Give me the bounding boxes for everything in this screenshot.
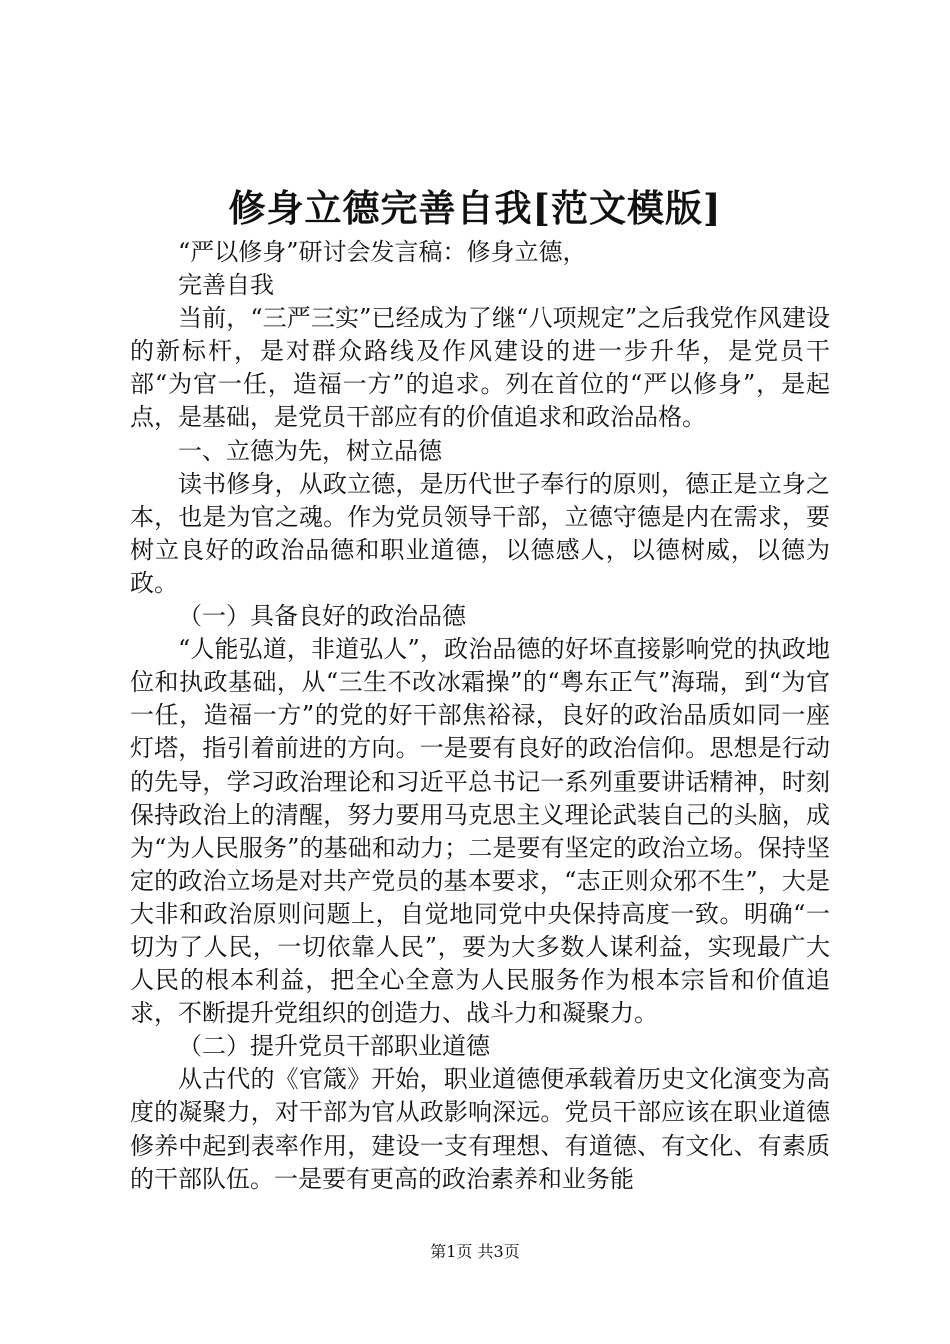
paragraph-subsection-2: 从古代的《官箴》开始，职业道德便承载着历史文化演变为高度的凝聚力，对干部为官从政影响深远。党员干部应该在职业道德修养中起到表率作用，建设一支有理想、有道德、有文化、有素质的干部队伍。一是要有更高的政治素养和业务能 [130,1065,830,1193]
paragraph-subsection-1: “人能弘道，非道弘人”，政治品德的好坏直接影响党的执政地位和执政基础，从“三生不改冰霜操”的“粤东正气”海瑞，到“为官一任，造福一方”的党的好干部焦裕禄，良好的政治品质如同一座灯塔，指引着前进的方向。一是要有良好的政治信仰。思想是行动的先导，学习政治理论和习近平总书记一系列重要讲话精神，时刻保持政治上的清醒，努力要用马克思主义理论武装自己的头脑，成为“为人民服务”的基础和动力；二是要有坚定的政治立场。保持坚定的政治立场是对共产党员的基本要求，“志正则众邪不生”，大是大非和政治原则问题上，自觉地同党中央保持高度一致。明确“一切为了人民，一切依靠人民”，要为大多数人谋利益，实现最广大人民的根本利益，把全心全意为人民服务作为根本宗旨和价值追求，不断提升党组织的创造力、战斗力和凝聚力。 [130,635,830,1028]
page-footer: 第1页 共3页 [430,1242,520,1261]
subsection-heading-2: （二）提升党员干部职业道德 [178,1032,490,1061]
section-heading-1: 一、立德为先，树立品德 [178,436,442,465]
document-title: 修身立德完善自我[范文模版] [228,186,722,230]
paragraph-speech-heading: “严以修身”研讨会发言稿：修身立德， [178,238,587,266]
paragraph-section-1: 读书修身，从政立德，是历代世子奉行的原则，德正是立身之本，也是为官之魂。作为党员领导干部，立德守德是内在需求，要树立良好的政治品德和职业道德，以德感人，以德树威，以德为政。 [130,469,830,597]
paragraph-intro: 当前，“三严三实”已经成为了继“八项规定”之后我党作风建设的新标杆，是对群众路线及作风建设的进一步升华，是党员干部“为官一任，造福一方”的追求。列在首位的“严以修身”，是起点，是基础，是党员干部应有的价值追求和政治品格。 [130,304,830,432]
subsection-heading-1: （一）具备良好的政治品德 [178,602,466,631]
paragraph-speech-heading-cont: 完善自我 [178,271,274,300]
document-body [130,236,830,1196]
